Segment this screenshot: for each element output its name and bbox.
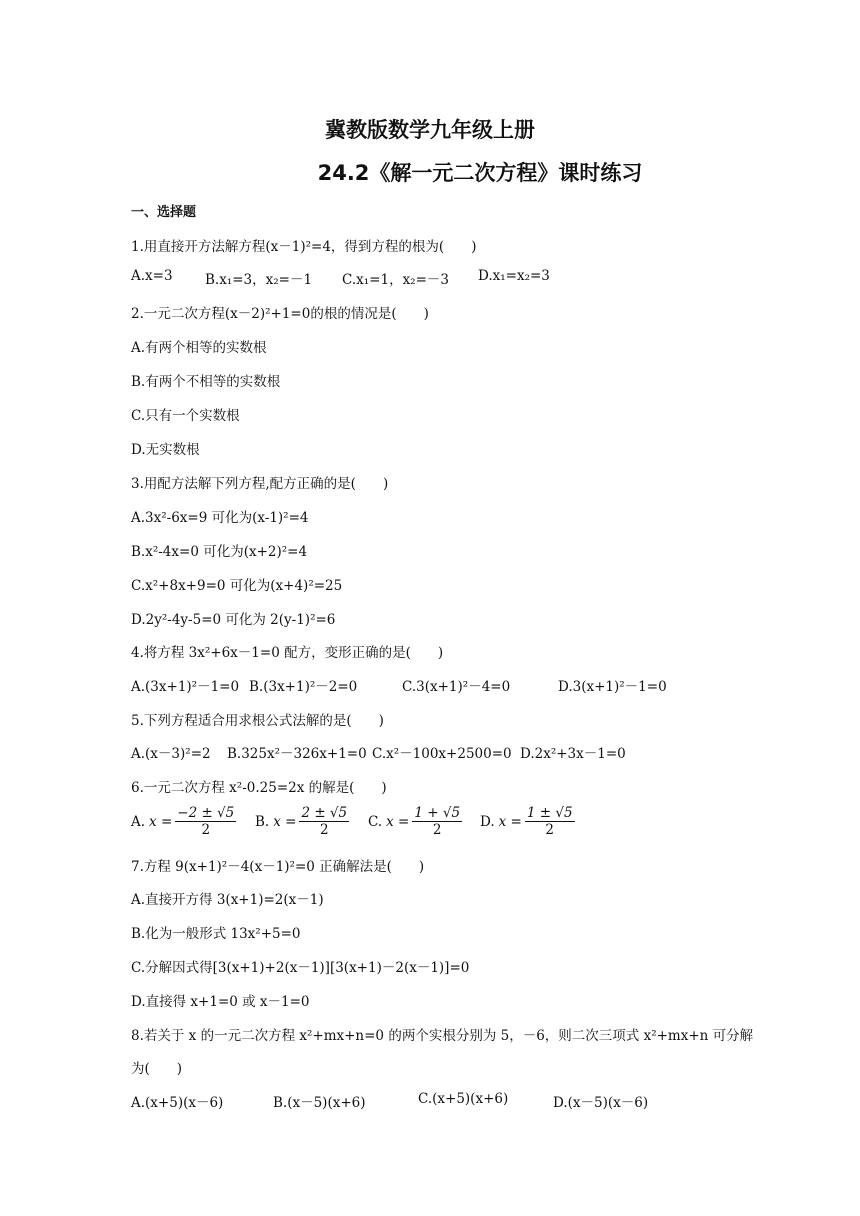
q2-option-b: B.有两个不相等的实数根 xyxy=(131,374,281,390)
q7-option-a: A.直接开方得 3(x+1)=2(x－1) xyxy=(131,892,324,908)
q6-option-c-denominator: 2 xyxy=(432,822,442,838)
q4-option-d: D.3(x+1)²－1=0 xyxy=(558,679,667,695)
question-7-stem: 7.方程 9(x+1)²－4(x－1)²=0 正确解法是( ) xyxy=(131,859,425,875)
q6-option-b-denominator: 2 xyxy=(319,822,329,838)
q7-option-d: D.直接得 x+1=0 或 x－1=0 xyxy=(131,994,310,1010)
q6-option-d-denominator: 2 xyxy=(545,822,554,838)
q8-option-d: D.(x－5)(x－6) xyxy=(553,1095,649,1111)
question-6-stem: 6.一元二次方程 x²-0.25=2x 的解是( ) xyxy=(131,780,387,796)
q2-option-d: D.无实数根 xyxy=(131,442,200,458)
q6-option-a-lhs: x = xyxy=(149,813,173,830)
q8-option-b: B.(x－5)(x+6) xyxy=(273,1095,366,1111)
q7-option-c: C.分解因式得[3(x+1)+2(x－1)][3(x+1)－2(x－1)]=0 xyxy=(131,960,470,976)
q6-option-c-lhs: x = xyxy=(386,813,410,830)
question-2-stem: 2.一元二次方程(x－2)²+1=0的根的情况是( ) xyxy=(131,306,429,322)
q3-option-a: A.3x²-6x=9 可化为(x-1)²=4 xyxy=(131,510,309,526)
q4-option-b: B.(3x+1)²－2=0 xyxy=(249,679,358,695)
q6-option-b-label: B. xyxy=(255,813,270,830)
q5-option-d: D.2x²+3x－1=0 xyxy=(520,746,626,762)
q6-option-c-numerator: 1 + √5 xyxy=(414,805,461,821)
question-3-stem: 3.用配方法解下列方程,配方正确的是( ) xyxy=(131,476,389,492)
q4-option-c: C.3(x+1)²－4=0 xyxy=(402,679,511,695)
q1-option-c: C.x₁=1，x₂=－3 xyxy=(342,272,449,288)
q7-option-b: B.化为一般形式 13x²+5=0 xyxy=(131,926,301,942)
q6-option-b-fraction xyxy=(299,805,349,838)
q6-option-b-numerator: 2 ± √5 xyxy=(301,805,348,821)
q3-option-b: B.x²-4x=0 可化为(x+2)²=4 xyxy=(131,544,308,560)
q6-option-a-fraction xyxy=(175,805,236,838)
q8-option-a: A.(x+5)(x－6) xyxy=(131,1095,224,1111)
q6-option-b-lhs: x = xyxy=(273,813,297,830)
q6-option-c xyxy=(368,805,462,838)
q6-option-a-numerator: −2 ± √5 xyxy=(177,805,235,821)
question-8-stem-line-1: 8.若关于 x 的一元二次方程 x²+mx+n=0 的两个实根分别为 5，－6，则二次三项式 x²+mx+n 可分解 xyxy=(131,1028,754,1044)
q6-option-d-fraction xyxy=(525,805,575,838)
document-subtitle: 24.2《解一元二次方程》课时练习 xyxy=(317,161,643,185)
q5-option-a: A.(x－3)²=2 xyxy=(131,746,211,762)
q6-option-a-denominator: 2 xyxy=(201,822,211,838)
q6-option-d-numerator: 1 ± √5 xyxy=(526,805,573,821)
q5-option-b: B.325x²－326x+1=0 xyxy=(227,746,367,762)
q1-option-b: B.x₁=3，x₂=－1 xyxy=(205,272,313,288)
q6-option-c-fraction xyxy=(412,805,462,838)
question-1-stem: 1.用直接开方法解方程(x－1)²=4，得到方程的根为( ) xyxy=(131,239,477,255)
q3-option-d: D.2y²-4y-5=0 可化为 2(y-1)²=6 xyxy=(131,612,336,628)
q4-option-a: A.(3x+1)²－1=0 xyxy=(131,679,240,695)
q6-option-a-label: A. xyxy=(131,813,146,830)
q6-option-d-label: D. xyxy=(480,813,495,830)
q1-option-a: A.x=3 xyxy=(131,268,173,284)
q2-option-a: A.有两个相等的实数根 xyxy=(131,340,267,356)
q6-option-b xyxy=(255,805,349,838)
q6-option-a xyxy=(131,805,236,838)
q6-option-d xyxy=(480,805,575,838)
q5-option-c: C.x²－100x+2500=0 xyxy=(372,746,512,762)
question-4-stem: 4.将方程 3x²+6x－1=0 配方，变形正确的是( ) xyxy=(131,645,444,661)
q6-option-c-label: C. xyxy=(368,813,383,830)
q3-option-c: C.x²+8x+9=0 可化为(x+4)²=25 xyxy=(131,578,343,594)
document-title: 冀教版数学九年级上册 xyxy=(325,118,535,142)
q2-option-c: C.只有一个实数根 xyxy=(131,408,240,424)
question-8-stem-line-2: 为( ) xyxy=(131,1061,183,1077)
question-5-stem: 5.下列方程适合用求根公式法解的是( ) xyxy=(131,713,384,729)
q8-option-c: C.(x+5)(x+6) xyxy=(418,1091,509,1107)
section-heading: 一、选择题 xyxy=(131,205,197,220)
q1-option-d: D.x₁=x₂=3 xyxy=(478,268,550,284)
q6-option-d-lhs: x = xyxy=(498,813,522,830)
